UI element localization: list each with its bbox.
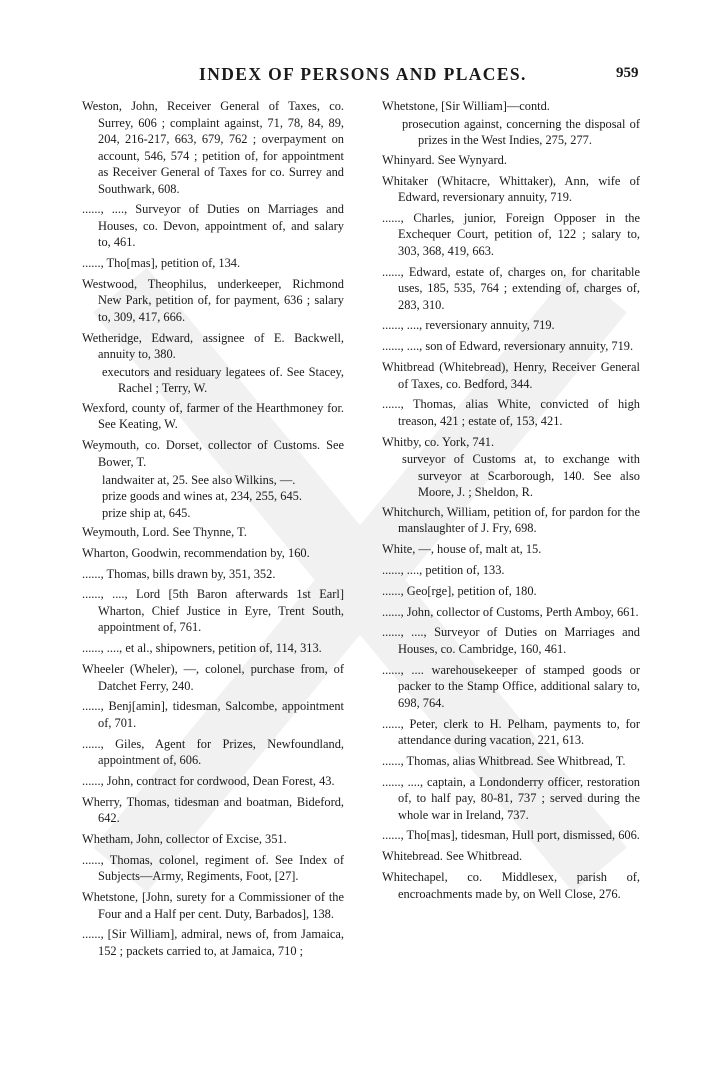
index-entry: ......, ...., Lord [5th Baron afterwards 1st Earl] Wharton, Chief Justice in Eyre, Trent South, appointment of, 761. bbox=[82, 587, 344, 635]
index-entry: ......, ...., son of Edward, reversionary annuity, 719. bbox=[382, 339, 634, 354]
index-entry: Wherry, Thomas, tidesman and boatman, Bideford, 642. bbox=[82, 794, 344, 826]
index-entry: ......, Thomas, alias Whitbread. See Whitbread, T. bbox=[382, 753, 626, 768]
page-number: 959 bbox=[616, 65, 639, 81]
index-entry: Whitbread (Whitebread), Henry, Receiver General of Taxes, co. Bedford, 344. bbox=[382, 360, 640, 391]
index-entry: Whetham, John, collector of Excise, 351. bbox=[82, 832, 287, 847]
index-entry: Whitaker (Whitacre, Whittaker), Ann, wife of Edward, reversionary annuity, 719. bbox=[382, 173, 640, 205]
index-entry: Whetstone, [Sir William]—contd. bbox=[382, 99, 550, 113]
index-entry: Wheeler (Wheler), —, colonel, purchase from, of Datchet Ferry, 240. bbox=[82, 662, 344, 693]
index-entry: ......, ...., Surveyor of Duties on Marriages and Houses, co. Devon, appointment of, and salary to, 461. bbox=[82, 202, 344, 250]
index-entry: ......, Thomas, bills drawn by, 351, 352. bbox=[82, 566, 276, 581]
index-entry: ......, Peter, clerk to H. Pelham, payments to, for attendance during vacation, 221, 613. bbox=[382, 716, 640, 748]
index-entry: Wharton, Goodwin, recommendation by, 160. bbox=[82, 545, 310, 560]
index-entry: Weston, John, Receiver General of Taxes, co. Surrey, 606 ; complaint against, 71, 78, 84, 89, 204, 216-217, 663, 679, 762 ; overpayment on account, 546, 574 ; petition of, for appointment as Receiver General of Taxes for co. Surrey and Southwark, 608. bbox=[82, 99, 344, 196]
index-entry: Westwood, Theophilus, underkeeper, Richmond New Park, petition of, for payment, 636 ; salary to, 309, 417, 666. bbox=[82, 276, 344, 324]
index-entry: ......, [Sir William], admiral, news of, from Jamaica, 152 ; packets carried to, at Jamaica, 710 ; bbox=[82, 927, 344, 958]
index-entry: ......, ...., captain, a Londonderry officer, restoration of, to half pay, 80-81, 737 ; served during the whole war in Ireland, 737. bbox=[382, 774, 640, 822]
index-entry: Weymouth, Lord. See Thynne, T. bbox=[82, 525, 247, 540]
index-entry: prize ship at, 645. bbox=[102, 505, 191, 520]
index-entry: Whinyard. See Wynyard. bbox=[382, 152, 507, 167]
index-entry: ......, Benj[amin], tidesman, Salcombe, appointment of, 701. bbox=[82, 699, 344, 730]
index-entry: ......, Geo[rge], petition of, 180. bbox=[382, 583, 537, 598]
index-entry: ......, ...., Surveyor of Duties on Marriages and Houses, co. Cambridge, 160, 461. bbox=[382, 625, 640, 656]
index-entry: surveyor of Customs at, to exchange with surveyor at Scarborough, 140. See also Moore, J. ; Sheldon, R. bbox=[402, 452, 640, 500]
index-entry: prosecution against, concerning the disposal of prizes in the West Indies, 275, 277. bbox=[402, 116, 640, 148]
page-title: INDEX OF PERSONS AND PLACES. bbox=[199, 64, 527, 84]
index-entry: executors and residuary legatees of. See Stacey, Rachel ; Terry, W. bbox=[102, 364, 344, 396]
page-header bbox=[0, 64, 720, 88]
index-entry: Whitchurch, William, petition of, for pardon for the manslaughter of J. Fry, 698. bbox=[382, 504, 640, 536]
index-entry: White, —, house of, malt at, 15. bbox=[382, 542, 542, 557]
index-entry: ......, ...., et al., shipowners, petition of, 114, 313. bbox=[82, 641, 322, 656]
index-entry: Whitebread. See Whitbread. bbox=[382, 849, 523, 864]
index-entry: ......, Thomas, alias White, convicted of high treason, 421 ; estate of, 153, 421. bbox=[382, 397, 640, 428]
index-entry: ......, .... warehousekeeper of stamped goods or packer to the Stamp Office, additional salary to, 698, 764. bbox=[382, 662, 640, 710]
index-entry: ......, Charles, junior, Foreign Opposer in the Exchequer Court, petition of, 122 ; salary to, 303, 368, 419, 663. bbox=[382, 210, 640, 258]
index-entry: Whitechapel, co. Middlesex, parish of, encroachments made by, on Well Close, 276. bbox=[382, 870, 640, 901]
index-entry: ......, Tho[mas], petition of, 134. bbox=[82, 256, 241, 271]
index-entry: ......, ...., reversionary annuity, 719. bbox=[382, 318, 555, 333]
index-entry: landwaiter at, 25. See also Wilkins, —. bbox=[102, 472, 296, 487]
index-column-left bbox=[82, 98, 344, 964]
index-entry: Weymouth, co. Dorset, collector of Customs. See Bower, T. bbox=[82, 438, 344, 469]
index-entry: Wexford, county of, farmer of the Hearthmoney for. See Keating, W. bbox=[82, 400, 344, 432]
index-entry: ......, ...., petition of, 133. bbox=[382, 563, 505, 578]
index-entry: ......, Giles, Agent for Prizes, Newfoundland, appointment of, 606. bbox=[82, 736, 344, 768]
index-entry: Wetheridge, Edward, assignee of E. Backwell, annuity to, 380. bbox=[82, 330, 344, 362]
index-entry: ......, John, collector of Customs, Perth Amboy, 661. bbox=[382, 604, 639, 619]
index-entry: ......, Edward, estate of, charges on, for charitable uses, 185, 535, 764 ; extending of, charges of, 283, 310. bbox=[382, 264, 640, 312]
index-entry: ......, Tho[mas], tidesman, Hull port, dismissed, 606. bbox=[382, 828, 640, 843]
index-entry: Whetstone, [John, surety for a Commissioner of the Four and a Half per cent. Duty, Barbados], 138. bbox=[82, 890, 344, 921]
index-entry: Whitby, co. York, 741. bbox=[382, 434, 495, 449]
index-entry: prize goods and wines at, 234, 255, 645. bbox=[102, 489, 302, 504]
index-column-right bbox=[382, 98, 640, 906]
index-entry: ......, John, contract for cordwood, Dean Forest, 43. bbox=[82, 773, 335, 788]
index-entry: ......, Thomas, colonel, regiment of. See Index of Subjects—Army, Regiments, Foot, [27]. bbox=[82, 852, 344, 884]
